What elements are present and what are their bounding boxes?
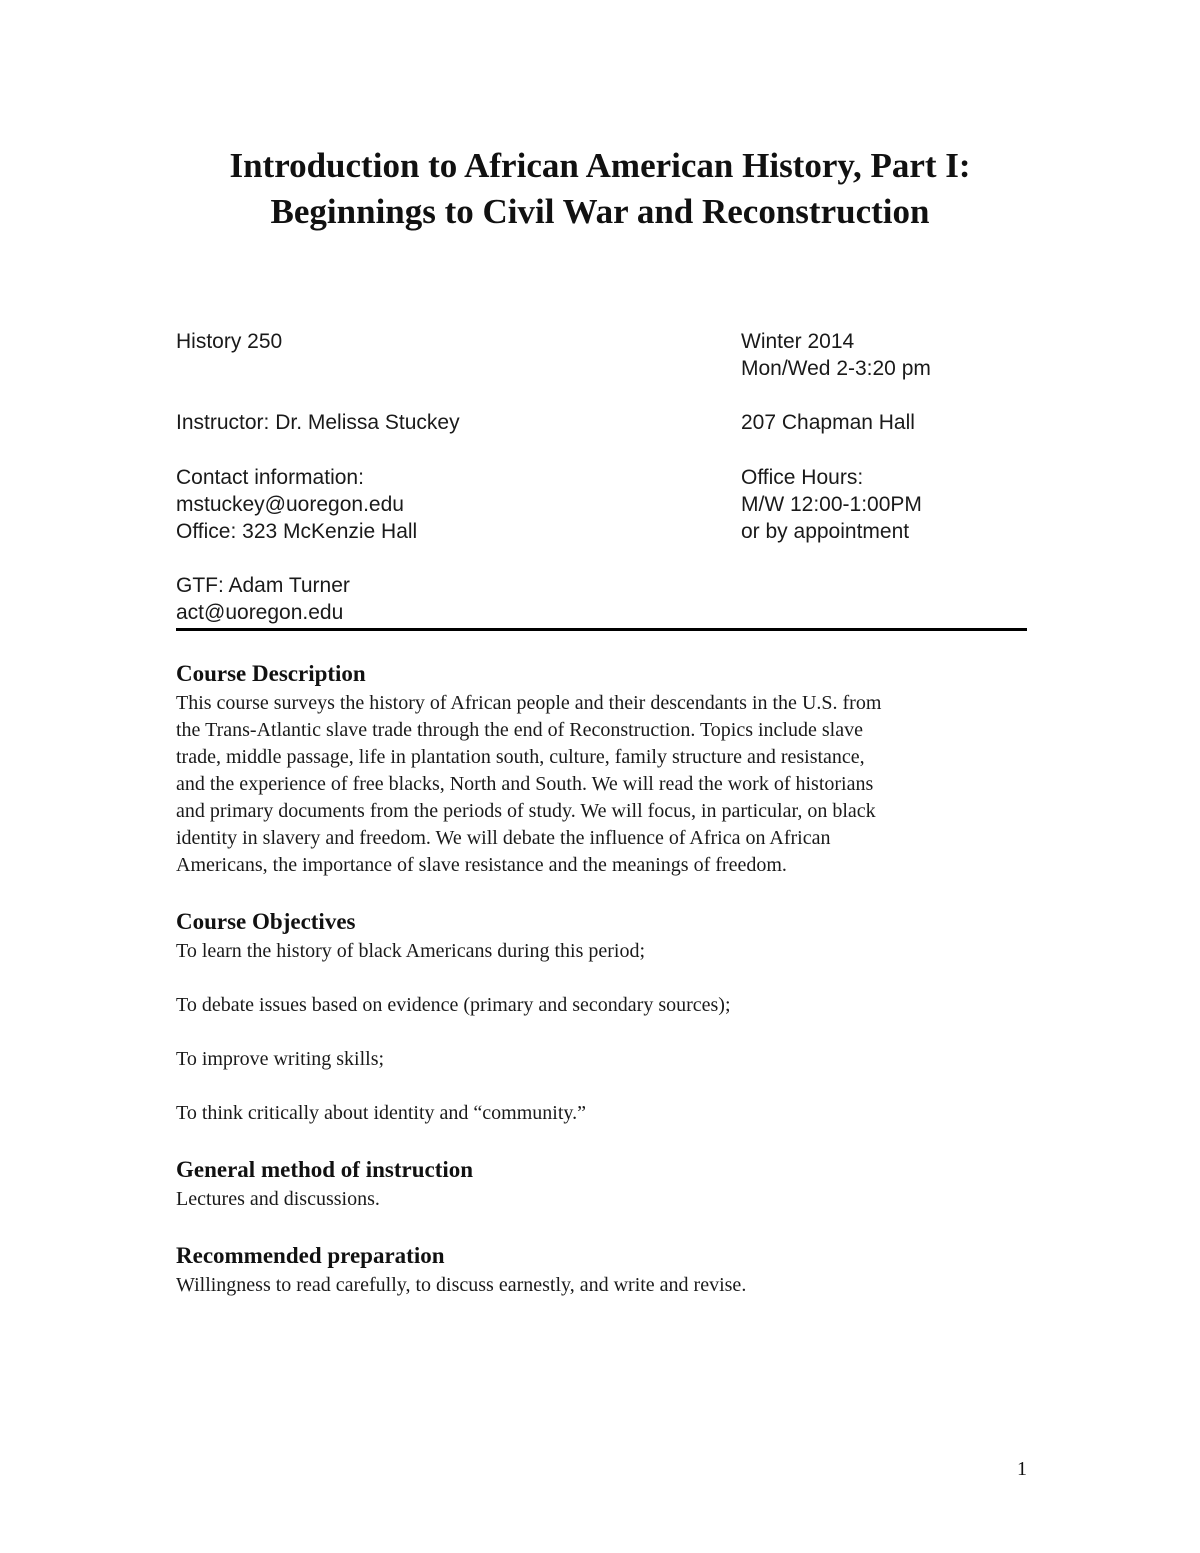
- page-number: 1: [1017, 1458, 1027, 1480]
- term: Winter 2014: [741, 330, 855, 353]
- contact-office: Office: 323 McKenzie Hall: [176, 520, 418, 543]
- description-line: and the experience of free blacks, North and South. We will read the work of historians: [176, 773, 874, 795]
- objective-item: To improve writing skills;: [176, 1048, 385, 1070]
- contact-label: Contact information:: [176, 466, 364, 489]
- course-description-heading: Course Description: [176, 661, 366, 686]
- office-hours-label: Office Hours:: [741, 466, 864, 489]
- office-hours-alt: or by appointment: [741, 520, 910, 543]
- preparation-heading: Recommended preparation: [176, 1243, 445, 1268]
- gtf-name: GTF: Adam Turner: [176, 574, 350, 597]
- description-line: This course surveys the history of African people and their descendants in the U.S. from: [176, 692, 882, 714]
- class-location: 207 Chapman Hall: [741, 411, 915, 434]
- objective-item: To debate issues based on evidence (primary and secondary sources);: [176, 994, 731, 1016]
- course-objectives-heading: Course Objectives: [176, 909, 356, 934]
- office-hours-time: M/W 12:00-1:00PM: [741, 493, 922, 516]
- description-line: and primary documents from the periods of study. We will focus, in particular, on black: [176, 800, 876, 822]
- course-title-line-1: Introduction to African American History, Part I:: [229, 146, 971, 185]
- course-number: History 250: [176, 330, 283, 353]
- objective-item: To think critically about identity and “community.”: [176, 1102, 586, 1124]
- gtf-email: act@uoregon.edu: [176, 601, 344, 624]
- method-heading: General method of instruction: [176, 1157, 474, 1182]
- header-divider: [176, 628, 1027, 631]
- description-line: the Trans-Atlantic slave trade through the end of Reconstruction. Topics include slave: [176, 719, 863, 741]
- preparation-body: Willingness to read carefully, to discuss earnestly, and write and revise.: [176, 1274, 747, 1296]
- course-description-body: [176, 690, 881, 879]
- instructor: Instructor: Dr. Melissa Stuckey: [176, 411, 460, 434]
- description-line: Americans, the importance of slave resistance and the meanings of freedom.: [176, 854, 787, 876]
- contact-email: mstuckey@uoregon.edu: [176, 493, 404, 516]
- class-schedule: Mon/Wed 2-3:20 pm: [741, 357, 931, 380]
- description-line: trade, middle passage, life in plantation south, culture, family structure and resistance,: [176, 746, 865, 768]
- course-title-line-2: Beginnings to Civil War and Reconstruction: [270, 192, 930, 231]
- description-line: identity in slavery and freedom. We will debate the influence of Africa on African: [176, 827, 831, 849]
- method-body: Lectures and discussions.: [176, 1188, 380, 1210]
- objective-item: To learn the history of black Americans during this period;: [176, 940, 646, 962]
